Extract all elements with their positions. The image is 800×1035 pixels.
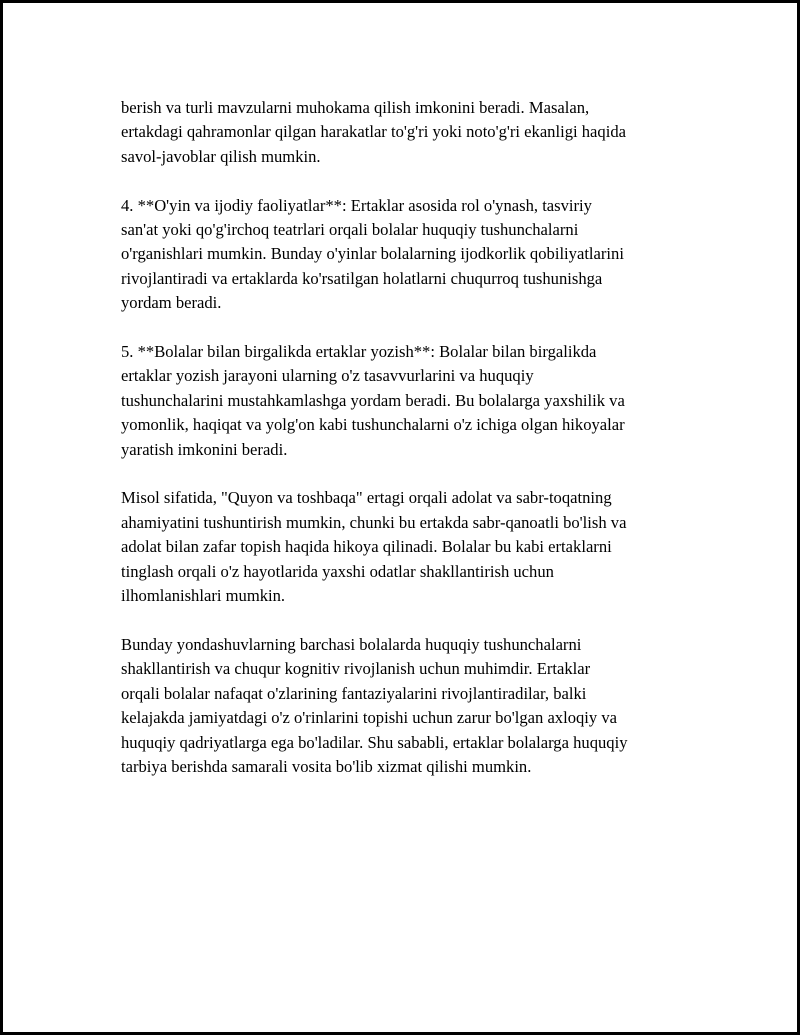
text-line: tarbiya berishda samarali vosita bo'lib xizmat qilishi mumkin.: [121, 756, 532, 776]
text-line: rivojlantiradi va ertaklarda ko'rsatilgan holatlarni chuqurroq tushunishga: [121, 268, 603, 288]
text-line: 5. **Bolalar bilan birgalikda ertaklar yozish**: Bolalar bilan birgalikda: [121, 342, 597, 362]
paragraph-example: [121, 486, 691, 608]
text-line: Bunday yondashuvlarning barchasi bolalarda huquqiy tushunchalarni: [121, 634, 582, 654]
text-line: 4. **O'yin va ijodiy faoliyatlar**: Ertaklar asosida rol o'ynash, tasviriy: [121, 195, 592, 215]
text-line: adolat bilan zafar topish haqida hikoya qilinadi. Bolalar bu kabi ertaklarni: [121, 537, 612, 557]
text-line: Misol sifatida, "Quyon va toshbaqa" ertagi orqali adolat va sabr-toqatning: [121, 488, 612, 508]
text-line: shakllantirish va chuqur kognitiv rivojlanish uchun muhimdir. Ertaklar: [121, 659, 591, 679]
paragraph-intro-continuation: [121, 96, 691, 169]
text-line: tinglash orqali o'z hayotlarida yaxshi odatlar shakllantirish uchun: [121, 561, 554, 581]
text-line: yomonlik, haqiqat va yolg'on kabi tushunchalarni o'z ichiga olgan hikoyalar: [121, 415, 625, 435]
text-line: o'rganishlari mumkin. Bunday o'yinlar bolalarning ijodkorlik qobiliyatlarini: [121, 244, 624, 264]
text-line: ertaklar yozish jarayoni ularning o'z tasavvurlarini va huquqiy: [121, 366, 534, 386]
text-line: berish va turli mavzularni muhokama qilish imkonini beradi. Masalan,: [121, 98, 590, 117]
text-line: yaratish imkonini beradi.: [121, 439, 288, 459]
text-line: ertakdagi qahramonlar qilgan harakatlar to'g'ri yoki noto'g'ri ekanligi haqida: [121, 122, 626, 142]
text-line: ilhomlanishlari mumkin.: [121, 586, 286, 606]
text-line: orqali bolalar nafaqat o'zlarining fantaziyalarini rivojlantiradilar, balki: [121, 683, 587, 703]
text-line: san'at yoki qo'g'irchoq teatrlari orqali bolalar huquqiy tushunchalarni: [121, 220, 579, 240]
document-body: [121, 96, 691, 804]
paragraph-item-5: [121, 340, 691, 462]
paragraph-conclusion: [121, 633, 691, 779]
text-line: ahamiyatini tushuntirish mumkin, chunki bu ertakda sabr-qanoatli bo'lish va: [121, 512, 627, 532]
text-line: yordam beradi.: [121, 293, 222, 313]
paragraph-item-4: [121, 194, 691, 316]
text-line: tushunchalarini mustahkamlashga yordam beradi. Bu bolalarga yaxshilik va: [121, 390, 625, 410]
text-line: kelajakda jamiyatdagi o'z o'rinlarini topishi uchun zarur bo'lgan axloqiy va: [121, 708, 618, 728]
text-line: savol-javoblar qilish mumkin.: [121, 146, 321, 166]
text-line: huquqiy qadriyatlarga ega bo'ladilar. Shu sababli, ertaklar bolalarga huquqiy: [121, 732, 628, 752]
